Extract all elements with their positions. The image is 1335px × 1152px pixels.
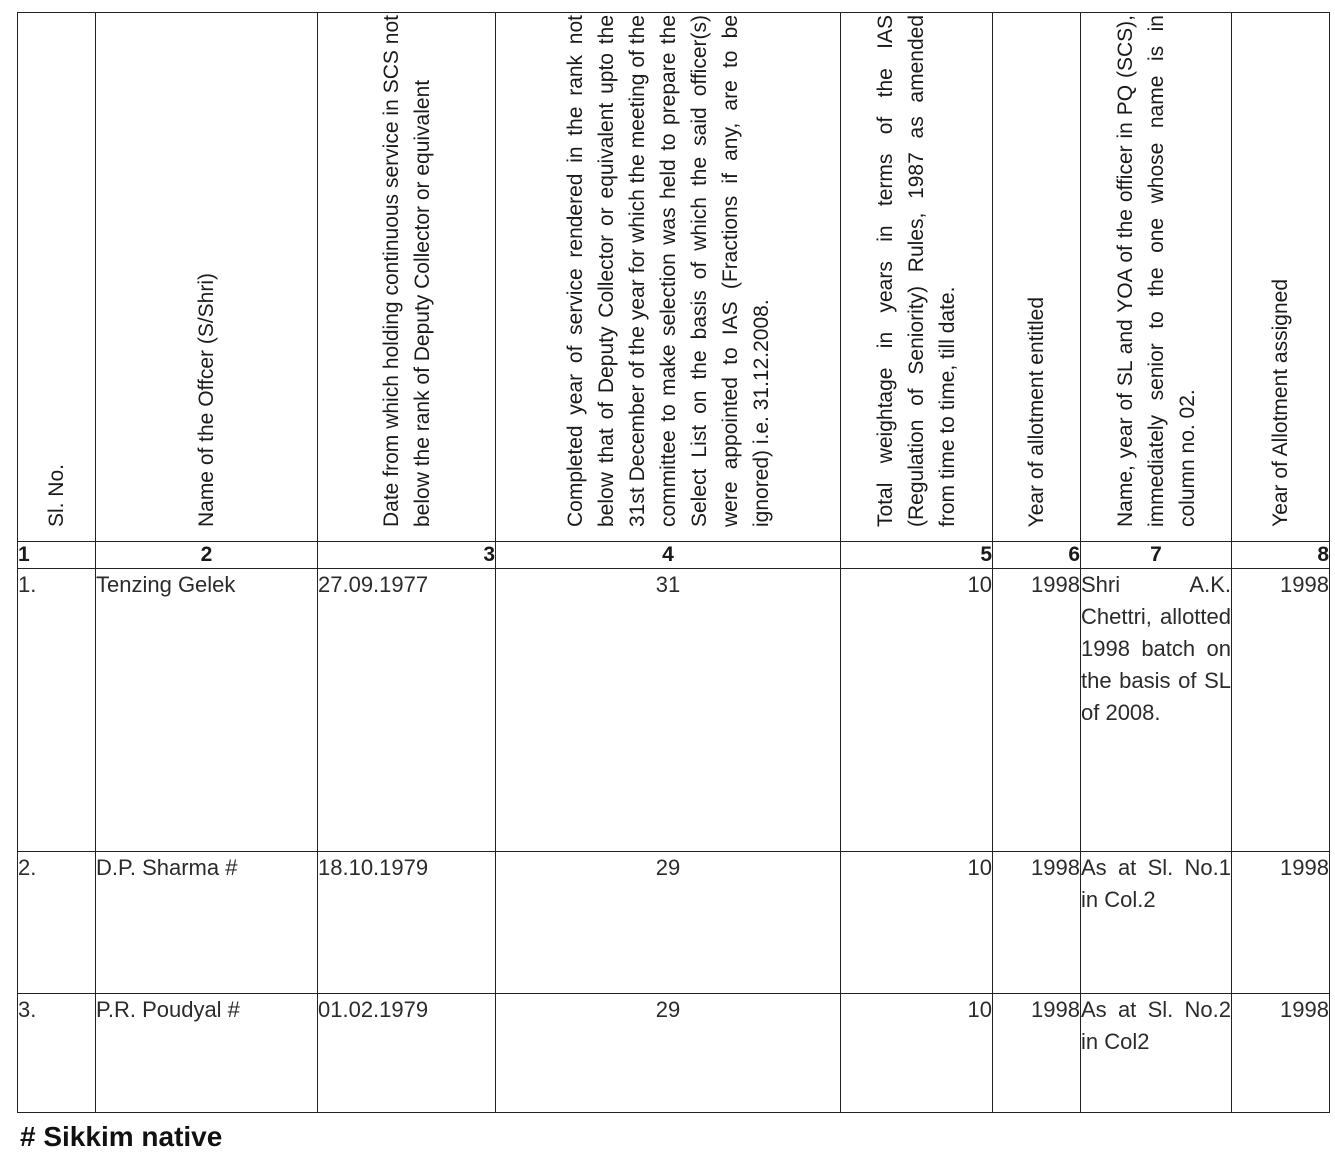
table-row: [18, 994, 1330, 1113]
cell-service-date: 18.10.1979: [318, 852, 496, 994]
cell-year-assigned: 1998: [1232, 852, 1330, 994]
header-year-entitled-text: Year of allotment entitled: [1025, 296, 1048, 527]
header-weightage-text: Total weightage in years in terms of the IAS (Regulation of Seniority) Rules, 1987 as amended from time to time, till date.: [874, 15, 959, 527]
cell-officer-name: D.P. Sharma #: [96, 852, 318, 994]
cell-service-date: 01.02.1979: [318, 994, 496, 1113]
cell-senior-officer: Shri A.K. Chettri, allotted 1998 batch on the basis of SL of 2008.: [1081, 569, 1232, 852]
header-completed-years: [496, 13, 841, 542]
cell-officer-name: P.R. Poudyal #: [96, 994, 318, 1113]
cell-weightage: 10: [841, 994, 993, 1113]
cell-year-entitled: 1998: [993, 994, 1081, 1113]
header-sl-no-text: Sl. No.: [45, 463, 68, 527]
cell-senior-officer: As at Sl. No.1 in Col.2: [1081, 852, 1232, 994]
cell-completed-years: 29: [496, 852, 841, 994]
header-senior-officer: [1081, 13, 1232, 542]
column-number: 6: [993, 542, 1081, 569]
footnote: # Sikkim native: [20, 1121, 223, 1152]
cell-weightage: 10: [841, 852, 993, 994]
header-sl-no: [18, 13, 96, 542]
table-row: [18, 569, 1330, 852]
header-service-date-text: Date from which holding continuous service in SCS not below the rank of Deputy Collector or equivalent: [379, 15, 434, 527]
column-number: 1: [18, 542, 96, 569]
cell-senior-officer: As at Sl. No.2 in Col2: [1081, 994, 1232, 1113]
header-year-assigned: [1232, 13, 1330, 542]
header-service-date: [318, 13, 496, 542]
header-year-entitled: [993, 13, 1081, 542]
column-number: 5: [841, 542, 993, 569]
header-year-assigned-text: Year of Allotment assigned: [1269, 279, 1292, 527]
cell-sl-no: 2.: [18, 852, 96, 994]
cell-year-entitled: 1998: [993, 852, 1081, 994]
cell-weightage: 10: [841, 569, 993, 852]
cell-year-entitled: 1998: [993, 569, 1081, 852]
header-row: [18, 13, 1330, 542]
cell-completed-years: 31: [496, 569, 841, 852]
column-number: 4: [496, 542, 841, 569]
cell-year-assigned: 1998: [1232, 569, 1330, 852]
cell-sl-no: 1.: [18, 569, 96, 852]
cell-completed-years: 29: [496, 994, 841, 1113]
cell-sl-no: 3.: [18, 994, 96, 1113]
column-number-row: [18, 542, 1330, 569]
column-number: 3: [318, 542, 496, 569]
cell-officer-name: Tenzing Gelek: [96, 569, 318, 852]
header-weightage: [841, 13, 993, 542]
column-number: 7: [1081, 542, 1232, 569]
cell-year-assigned: 1998: [1232, 994, 1330, 1113]
table-row: [18, 852, 1330, 994]
header-senior-officer-text: Name, year of SL and YOA of the officer in PQ (SCS), immediately senior to the one whose name is in column no. 02.: [1113, 15, 1199, 527]
column-number: 8: [1232, 542, 1330, 569]
header-officer-name-text: Name of the Offcer (S/Shri): [195, 272, 218, 527]
seniority-table: [17, 12, 1330, 1113]
column-number: 2: [96, 542, 318, 569]
cell-service-date: 27.09.1977: [318, 569, 496, 852]
header-completed-years-text: Completed year of service rendered in the rank not below that of Deputy Collector or equivalent upto the 31st December of the year for which the meeting of the committee to make selection was held to prepare the Select List on the basis of which the said officer(s) were appointed to IAS (Fractions if any, are to be ignored) i.e. 31.12.2008.: [563, 15, 773, 527]
header-officer-name: [96, 13, 318, 542]
